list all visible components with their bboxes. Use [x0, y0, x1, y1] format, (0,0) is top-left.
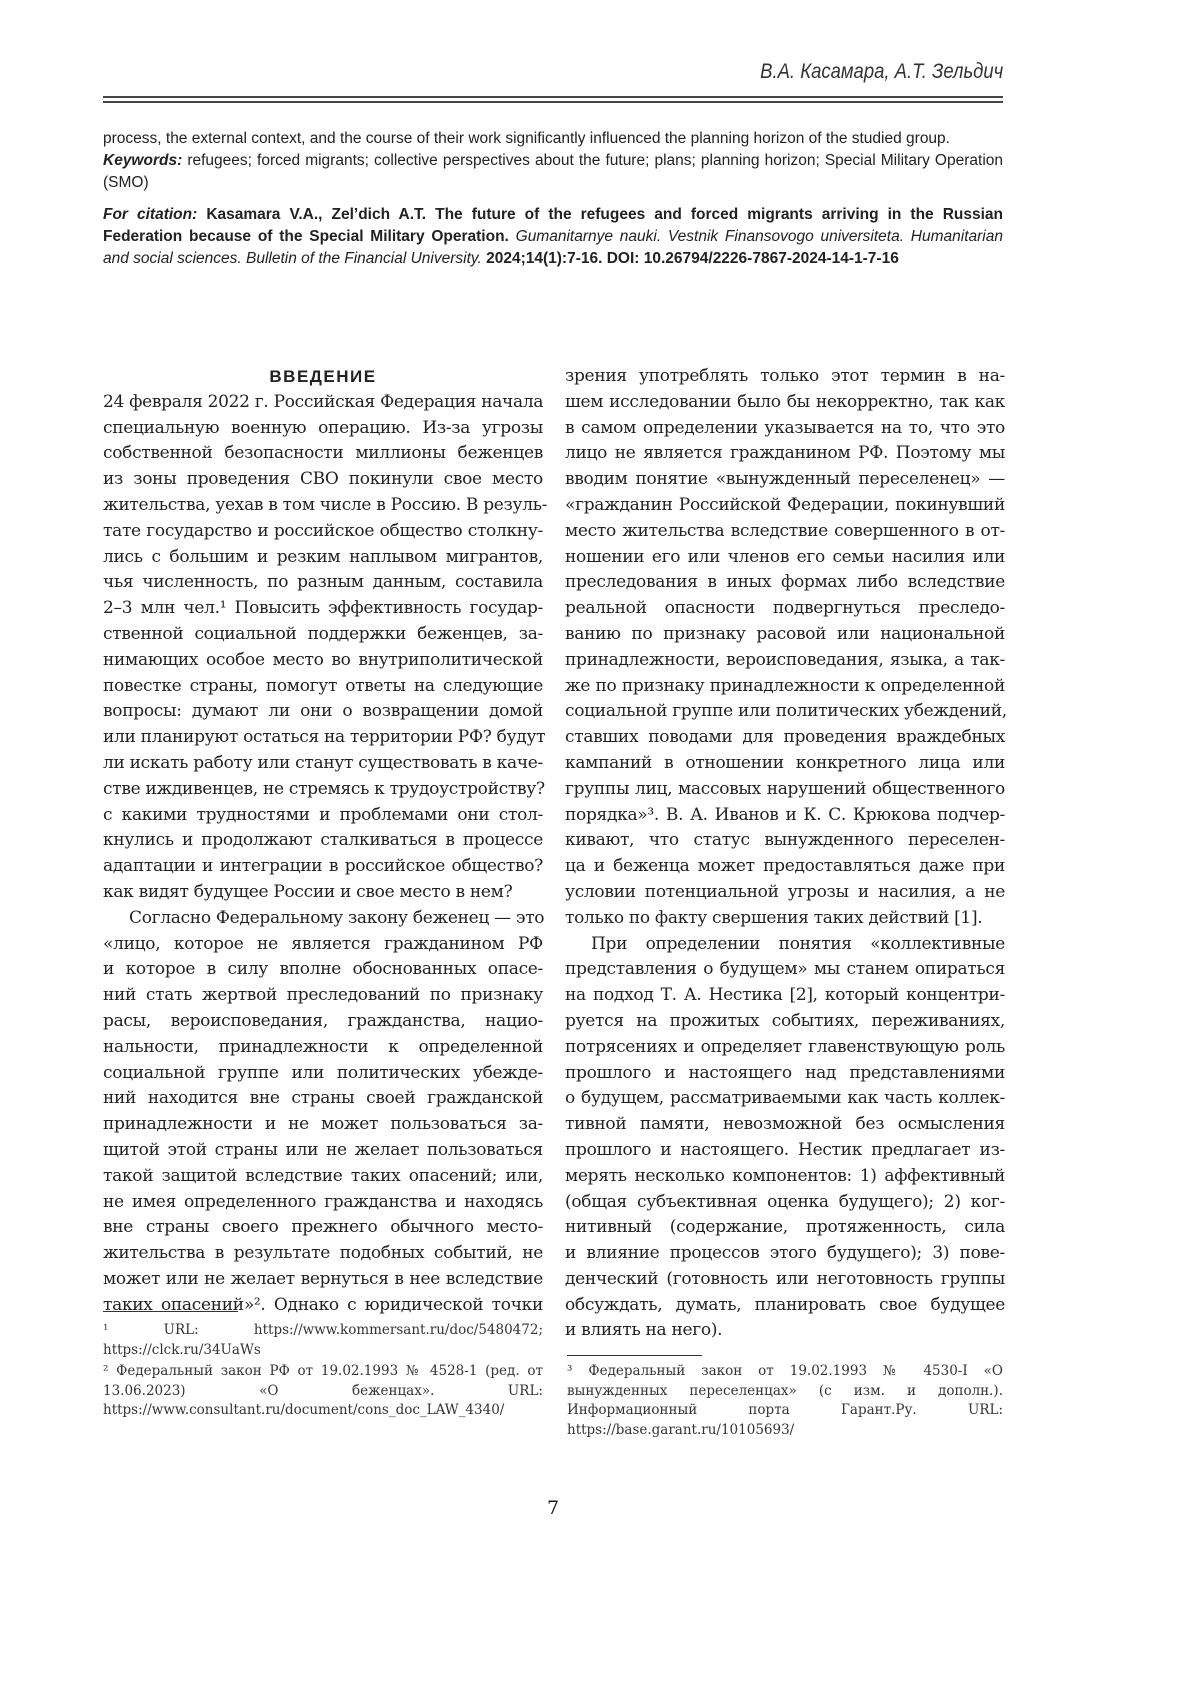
- text-line: потрясениях и определяет главенствующую роль: [565, 1035, 1005, 1061]
- text-line: как видят будущее России и свое место в нем?: [103, 880, 543, 906]
- text-line: реальной опасности подвергнуться преследо-: [565, 596, 1005, 622]
- text-line: собственной безопасности миллионы беженцев: [103, 441, 543, 467]
- text-line: адаптации и интеграции в российское общество?: [103, 854, 543, 880]
- header-double-rule: [103, 96, 1003, 103]
- text-line: ственной социальной поддержки беженцев, за-: [103, 622, 543, 648]
- text-line: лицо не является гражданином РФ. Поэтому мы: [565, 441, 1005, 467]
- paragraph: [103, 390, 543, 906]
- text-line: о будущем, рассматриваемыми как часть коллек-: [565, 1086, 1005, 1112]
- text-line: место жительства вследствие совершенного в от-: [565, 519, 1005, 545]
- paragraph: [565, 364, 1005, 932]
- text-line: такой защитой вследствие таких опасений; или,: [103, 1164, 543, 1190]
- text-line: принадлежности, вероисповедания, языка, а так-: [565, 648, 1005, 674]
- text-line: и влиять на него).: [565, 1318, 1005, 1344]
- right-column: [565, 364, 1005, 1344]
- text-line: «гражданин Российской Федерации, покинувший: [565, 493, 1005, 519]
- abstract-text-end: process, the external context, and the course of their work significantly influenced the planning horizon of the studied group.: [103, 128, 1003, 150]
- text-line: Согласно Федеральному закону беженец — это: [103, 906, 543, 932]
- text-line: из зоны проведения СВО покинули свое место: [103, 467, 543, 493]
- text-line: представления о будущем» мы станем опираться: [565, 957, 1005, 983]
- text-line: только по факту свершения таких действий [1].: [565, 906, 1005, 932]
- keywords-label: Keywords:: [103, 152, 182, 169]
- text-line: тате государство и российское общество столкну-: [103, 519, 543, 545]
- running-header-authors: В.А. Касамара, А.Т. Зельдич: [760, 60, 1003, 84]
- text-line: зрения употреблять только этот термин в на-: [565, 364, 1005, 390]
- text-line: ли искать работу или станут существовать в каче-: [103, 751, 543, 777]
- text-line: ношении его или членов его семьи насилия или: [565, 545, 1005, 571]
- footnote-2: ² Федеральный закон РФ от 19.02.1993 № 4528-1 (ред. от 13.06.2023) «О беженцах». URL: https://www.consultant.ru/document/cons_doc_LAW_4340/: [103, 1362, 543, 1421]
- text-line: 2–3 млн чел.¹ Повысить эффективность государ-: [103, 596, 543, 622]
- text-line: социальной группе или политических убеждений,: [565, 699, 1005, 725]
- text-line: принадлежности и не может пользоваться за-: [103, 1112, 543, 1138]
- text-line: не имея определенного гражданства и находясь: [103, 1190, 543, 1216]
- text-line: мерять несколько компонентов: 1) аффективный: [565, 1164, 1005, 1190]
- text-line: нитивный (содержание, протяженность, сила: [565, 1215, 1005, 1241]
- text-line: социальной группе или политических убежде-: [103, 1061, 543, 1087]
- text-line: вводим понятие «вынужденный переселенец» —: [565, 467, 1005, 493]
- footnote-1: ¹ URL: https://www.kommersant.ru/doc/5480472; https://clck.ru/34UaWs: [103, 1321, 543, 1360]
- text-line: нальности, принадлежности к определенной: [103, 1035, 543, 1061]
- text-line: прошлого и настоящего. Нестик предлагает из-: [565, 1138, 1005, 1164]
- text-line: кампаний в отношении конкретного лица или: [565, 751, 1005, 777]
- footnote-rule-left: [103, 1311, 238, 1312]
- text-line: При определении понятия «коллективные: [565, 932, 1005, 958]
- text-line: чья численность, по разным данным, составила: [103, 570, 543, 596]
- text-line: с какими трудностями и проблемами они стол-: [103, 803, 543, 829]
- text-line: нимающих особое место во внутриполитической: [103, 648, 543, 674]
- text-line: специальную военную операцию. Из-за угрозы: [103, 416, 543, 442]
- left-column: [103, 364, 543, 1318]
- text-line: прошлого и настоящего над представлениями: [565, 1061, 1005, 1087]
- keywords-text: refugees; forced migrants; collective perspectives about the future; plans; planning horizon; Special Military Operation (SMO): [103, 152, 1003, 191]
- text-line: стве иждивенцев, не стремясь к трудоустройству?: [103, 777, 543, 803]
- text-line: ний стать жертвой преследований по признаку: [103, 983, 543, 1009]
- text-line: руется на прожитых событиях, переживаниях,: [565, 1009, 1005, 1035]
- citation: [103, 204, 1003, 270]
- text-line: или планируют остаться на территории РФ? будут: [103, 725, 543, 751]
- text-line: обсуждать, думать, планировать свое будущее: [565, 1293, 1005, 1319]
- text-line: ний находится вне страны своей гражданской: [103, 1086, 543, 1112]
- paragraph: [103, 906, 543, 1319]
- text-line: шем исследовании было бы некорректно, так как: [565, 390, 1005, 416]
- section-heading: ВВЕДЕНИЕ: [103, 364, 543, 390]
- footnote-rule-right: [567, 1355, 702, 1356]
- text-line: порядка»³. В. А. Иванов и К. С. Крюкова подчер-: [565, 803, 1005, 829]
- text-line: преследования в иных формах либо вследствие: [565, 570, 1005, 596]
- citation-label: For citation:: [103, 206, 197, 223]
- text-line: щитой этой страны или не желает пользоваться: [103, 1138, 543, 1164]
- text-line: тивной памяти, невозможной без осмысления: [565, 1112, 1005, 1138]
- abstract-block: [103, 128, 1003, 270]
- citation-end: 2024;14(1):7-16. DOI: 10.26794/2226-7867-2024-14-1-7-16: [482, 250, 899, 267]
- text-line: вопросы: думают ли они о возвращении домой: [103, 699, 543, 725]
- text-line: жительства, уехав в том числе в Россию. В резуль-: [103, 493, 543, 519]
- text-line: вне страны своего прежнего обычного место-: [103, 1215, 543, 1241]
- text-line: ванию по признаку расовой или национальной: [565, 622, 1005, 648]
- text-line: и влияние процессов этого будущего); 3) пове-: [565, 1241, 1005, 1267]
- text-line: условии потенциальной угрозы и насилия, а не: [565, 880, 1005, 906]
- text-line: расы, вероисповедания, гражданства, нацио-: [103, 1009, 543, 1035]
- text-line: и которое в силу вполне обоснованных опасе-: [103, 957, 543, 983]
- text-line: повестке страны, помогут ответы на следующие: [103, 674, 543, 700]
- text-line: же по признаку принадлежности к определенной: [565, 674, 1005, 700]
- page-number: 7: [0, 1497, 1106, 1519]
- citation-main: Kasamara V.A., Zel’dich A.T. The future of the refugees and forced migrants arriving in the Russian Federation because of the Special Military Operation.: [103, 206, 1003, 245]
- text-line: группы лиц, массовых нарушений общественного: [565, 777, 1005, 803]
- text-line: кнулись и продолжают сталкиваться в процессе: [103, 828, 543, 854]
- text-line: может или не желает вернуться в нее вследствие: [103, 1267, 543, 1293]
- text-line: денческий (готовность или неготовность группы: [565, 1267, 1005, 1293]
- text-line: на подход Т. А. Нестика [2], который концентри-: [565, 983, 1005, 1009]
- text-line: лись с большим и резким наплывом мигрантов,: [103, 545, 543, 571]
- text-line: в самом определении указывается на то, что это: [565, 416, 1005, 442]
- text-line: ца и беженца может предоставляться даже при: [565, 854, 1005, 880]
- footnote-3: ³ Федеральный закон от 19.02.1993 № 4530-I «О вынужденных переселенцах» (с изм. и дополн.). Информационный порта Гарант.Ру. URL: https://base.garant.ru/10105693/: [567, 1362, 1003, 1440]
- paragraph: [565, 932, 1005, 1345]
- text-line: 24 февраля 2022 г. Российская Федерация начала: [103, 390, 543, 416]
- text-line: таких опасений»². Однако с юридической точки: [103, 1293, 543, 1319]
- text-line: кивают, что статус вынужденного переселен-: [565, 828, 1005, 854]
- citation-journal: Gumanitarnye nauki. Vestnik Finansovogo universiteta. Humanitarian and social sciences. Bulletin of the Financial University.: [103, 228, 1003, 267]
- text-line: (общая субъективная оценка будущего); 2) ког-: [565, 1190, 1005, 1216]
- keywords: [103, 150, 1003, 194]
- text-line: «лицо, которое не является гражданином РФ: [103, 932, 543, 958]
- text-line: ставших поводами для проведения враждебных: [565, 725, 1005, 751]
- text-line: жительства в результате подобных событий, не: [103, 1241, 543, 1267]
